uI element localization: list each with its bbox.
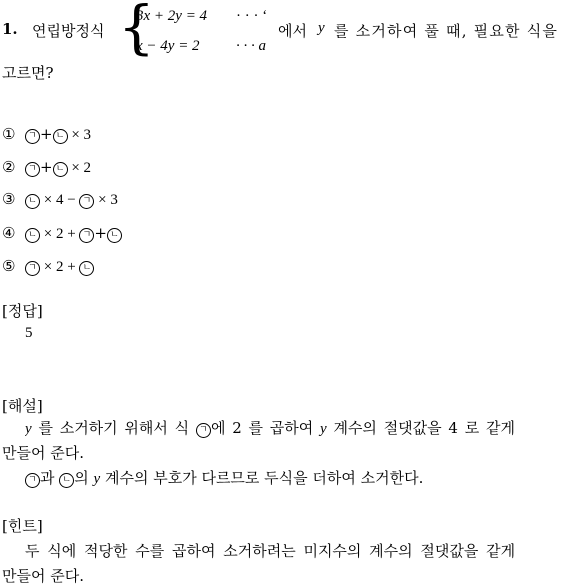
choice-marker: ② (2, 158, 16, 176)
circle-a-icon: ㄱ (25, 473, 40, 488)
circle-b-icon: ㄴ (25, 228, 40, 243)
choice-2[interactable]: ② ㄱ + ㄴ × 2 (2, 158, 92, 176)
circle-a-icon: ㄱ (25, 129, 40, 144)
answer-value: 5 (25, 325, 33, 341)
circle-b-icon: ㄴ (79, 261, 94, 276)
question-text-1: 에서 (278, 22, 307, 40)
question-text-2: 를 소거하여 풀 때, 필요한 식을 (334, 22, 559, 40)
choice-4[interactable]: ④ ㄴ × 2 + ㄱ + ㄴ (2, 224, 122, 243)
circle-a-icon: ㄱ (196, 423, 211, 438)
choice-marker: ① (2, 125, 16, 143)
equation-2-tag: · · · a (236, 38, 266, 54)
question-text-3: 고르면? (2, 64, 54, 82)
equation-1: 3x + 2y = 4 (136, 8, 208, 24)
equation-1-tag: · · · ‘ (236, 8, 268, 24)
circle-a-icon: ㄱ (79, 228, 94, 243)
problem-number: 1. (2, 20, 18, 38)
circle-b-icon: ㄴ (53, 162, 68, 177)
hint-line-1: 두 식에 적당한 수를 곱하여 소거하려는 미지수의 계수의 절댓값을 같게 (25, 542, 516, 560)
choice-1[interactable]: ① ㄱ + ㄴ × 3 (2, 125, 92, 143)
explanation-line-2: 만들어 준다. (2, 444, 84, 462)
circle-b-icon: ㄴ (59, 473, 74, 488)
problem-intro: 연립방정식 (32, 22, 105, 40)
circle-a-icon: ㄱ (25, 162, 40, 177)
choice-marker: ④ (2, 224, 16, 242)
explanation-line-1: y 를 소거하기 위해서 식 ㄱ 에 2 를 곱하여 y 계수의 절댓값을 4 로 같게 (25, 419, 515, 437)
system-brace: { (118, 0, 155, 61)
hint-line-2: 만들어 준다. (2, 567, 84, 585)
circle-a-icon: ㄱ (25, 261, 40, 276)
circle-b-icon: ㄴ (107, 228, 122, 243)
hint-label: [힌트] (2, 517, 43, 535)
explanation-line-3: ㄱ 과 ㄴ 의 y 계수의 부호가 다르므로 두식을 더하여 소거한다. (25, 467, 423, 488)
question-variable: y (318, 20, 325, 36)
circle-b-icon: ㄴ (53, 129, 68, 144)
choice-3[interactable]: ③ ㄴ × 4 − ㄱ × 3 (2, 190, 118, 208)
equation-2: x − 4y = 2 (136, 38, 200, 54)
circle-b-icon: ㄴ (25, 194, 40, 209)
choice-marker: ③ (2, 190, 16, 208)
explanation-label: [해설] (2, 397, 43, 415)
circle-a-icon: ㄱ (79, 194, 94, 209)
choice-marker: ⑤ (2, 257, 16, 275)
choice-5[interactable]: ⑤ ㄱ × 2 + ㄴ (2, 257, 94, 276)
answer-label: [정답] (2, 302, 43, 320)
